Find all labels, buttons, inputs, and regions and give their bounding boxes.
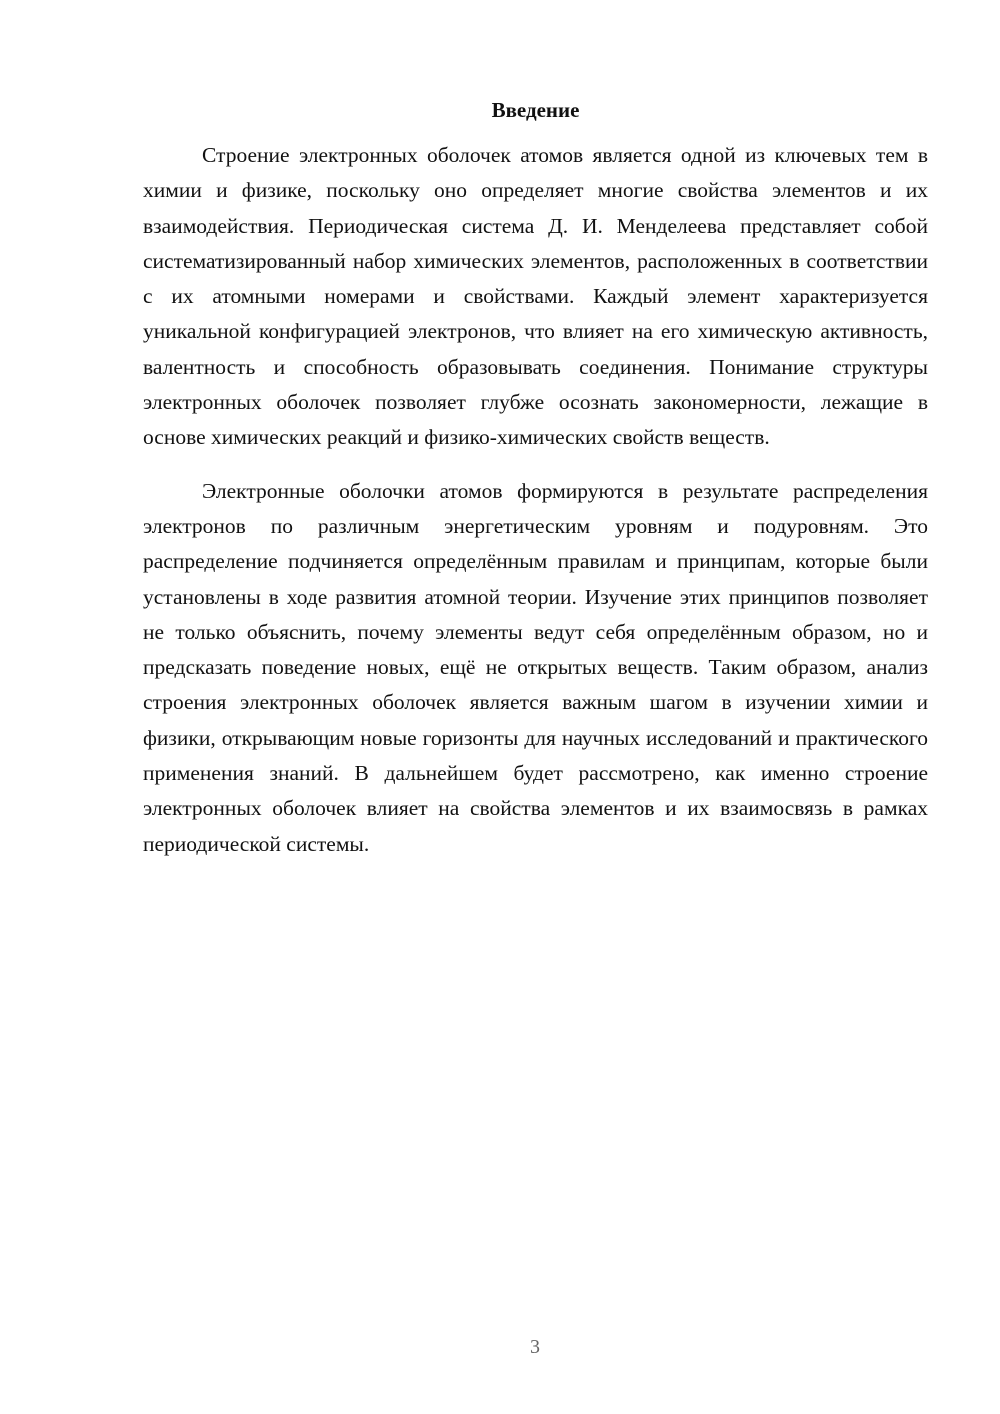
page-number: 3 (530, 1336, 540, 1358)
paragraph-1: Строение электронных оболочек атомов является одной из ключевых тем в химии и физике, поскольку оно определяет многие свойства элементов и их взаимодействия. Периодическая система Д. И. Менделеева представляет собой систематизированный набор химических элементов, расположенных в соответствии с их атомными номерами и свойствами. Каждый элемент характеризуется уникальной конфигурацией электронов, что влияет на его химическую активность, валентность и способность образовывать соединения. Понимание структуры электронных оболочек позволяет глубже осознать закономерности, лежащие в основе химических реакций и физико-химических свойств веществ. (143, 143, 928, 450)
section-title: Введение (491, 98, 580, 122)
paragraph-2: Электронные оболочки атомов формируются в результате распределения электронов по различным энергетическим уровням и подуровням. Это распределение подчиняется определённым правилам и принципам, которые были установлены в ходе развития атомной теории. Изучение этих принципов позволяет не только объяснить, почему элементы ведут себя определённым образом, но и предсказать поведение новых, ещё не открытых веществ. Таким образом, анализ строения электронных оболочек является важным шагом в изучении химии и физики, открывающим новые горизонты для научных исследований и практического применения знаний. В дальнейшем будет рассмотрено, как именно строение электронных оболочек влияет на свойства элементов и их взаимосвязь в рамках периодической системы. (143, 478, 928, 856)
page-content (143, 94, 928, 862)
